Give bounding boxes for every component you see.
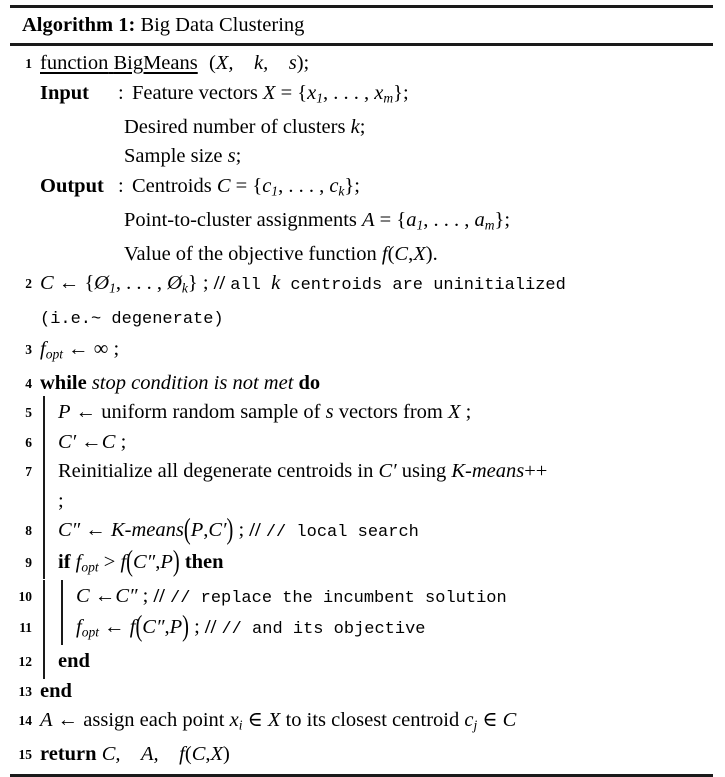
output-row-3 <box>10 240 713 270</box>
algorithm-line-6 <box>10 428 713 458</box>
input-text-3: Sample size s; <box>124 145 242 168</box>
line-content: $f_{opt}$ ← f(C″,P) ; // // and its objective <box>32 613 713 647</box>
indent-guide <box>40 582 58 612</box>
function-signature-name <box>40 52 198 74</box>
inline-comment: // replace the incumbent solution <box>170 588 507 608</box>
indent-guide-nested <box>58 582 76 612</box>
algorithm-line-4 <box>10 369 713 399</box>
line-number: 4 <box>25 375 32 391</box>
then-keyword: then <box>184 550 224 573</box>
line-content: A ← assign each point $x_i$ ∈ X to its closest centroid $c_j$ ∈ C <box>40 709 517 733</box>
output-colon: : <box>118 174 124 197</box>
end-keyword: end <box>58 650 90 673</box>
indent-guide <box>40 613 58 643</box>
algorithm-line-8 <box>10 513 713 548</box>
line-content <box>32 369 713 399</box>
line-number: 14 <box>18 713 32 729</box>
output-text-3: Value of the objective function f(C,X). <box>124 242 438 265</box>
if-keyword: if <box>58 550 71 573</box>
inline-comment: all k centroids are uninitialized <box>230 272 566 296</box>
algorithm-caption <box>10 8 713 43</box>
line-number: 10 <box>18 588 32 604</box>
algorithm-line-2 <box>10 269 713 303</box>
line-content <box>32 49 713 79</box>
inline-comment-continued: (i.e.~ degenerate) <box>40 310 224 330</box>
line-content: Reinitialize all degenerate centroids in C′ using K-means++ <box>32 457 713 487</box>
algorithm-line-14 <box>10 706 713 740</box>
input-row-1 <box>10 79 713 113</box>
line-content: return C, A, f(C,X) <box>40 743 230 766</box>
line-number: 1 <box>25 56 32 71</box>
line-content: C′ ←C ; <box>32 428 713 458</box>
inline-comment: // and its objective <box>221 620 426 640</box>
input-colon: : <box>118 81 124 104</box>
line-number: 2 <box>25 276 32 292</box>
while-keyword: while <box>40 371 87 394</box>
output-label: Output <box>40 174 104 197</box>
line-number: 12 <box>18 654 32 670</box>
algorithm-line-7-continuation <box>10 487 713 517</box>
algorithm-line-2-continuation <box>10 303 713 335</box>
line-content <box>32 487 713 517</box>
algorithm-line-1 <box>10 49 713 79</box>
function-arg-3: s <box>288 52 297 74</box>
statement-terminator: ; <box>58 489 64 512</box>
line-content: C ←C″ ; // // replace the incumbent solution <box>32 582 713 614</box>
paren-open: ( <box>209 52 216 74</box>
line-content: P ← uniform random sample of s vectors from X ; <box>32 398 713 428</box>
line-content <box>32 677 713 707</box>
algorithm-line-9 <box>10 545 713 582</box>
line-number: 6 <box>25 434 32 450</box>
indent-guide-nested <box>58 613 76 643</box>
algorithm-line-11 <box>10 610 713 647</box>
inline-comment: // local search <box>265 523 419 543</box>
indent-guide <box>40 398 58 428</box>
paren-close: ); <box>296 52 310 74</box>
input-row-2 <box>10 113 713 143</box>
output-row-2 <box>10 206 713 240</box>
indent-guide <box>40 428 58 458</box>
algorithm-line-5 <box>10 398 713 428</box>
line-number: 8 <box>25 523 32 539</box>
algorithm-line-7 <box>10 457 713 487</box>
algorithm-block <box>0 5 725 768</box>
indent-guide <box>40 487 58 517</box>
bottom-rule <box>10 774 713 777</box>
indent-guide <box>40 516 58 546</box>
return-keyword: return <box>40 743 97 766</box>
while-condition: stop condition is not met <box>91 371 294 394</box>
line-number: 15 <box>18 747 32 763</box>
function-arg-2: k, <box>253 52 269 74</box>
indent-guide <box>40 457 58 487</box>
algorithm-body <box>10 46 713 770</box>
line-content <box>32 647 713 677</box>
input-text-2: Desired number of clusters k; <box>124 115 366 138</box>
line-content: $f_{opt}$ ← ∞ ; <box>40 337 120 362</box>
line-number: 13 <box>18 683 32 699</box>
caption-label: Algorithm 1: <box>22 14 136 36</box>
algorithm-line-13 <box>10 677 713 707</box>
function-keyword: function <box>40 52 109 74</box>
do-keyword: do <box>298 371 321 394</box>
output-text-1: Centroids $C = \{c_1$, . . . , $c_k$}; <box>132 174 360 199</box>
input-label: Input <box>40 81 90 104</box>
output-row-1 <box>10 172 713 206</box>
indent-guide <box>40 647 58 677</box>
function-arg-1: X, <box>215 52 234 74</box>
function-name: BigMeans <box>113 52 198 74</box>
line-content: C ← {$Ø_1$, . . . , $Ø_k$} ; // all k centroids are uninitialized <box>40 272 566 296</box>
algorithm-line-3 <box>10 335 713 369</box>
line-number: 11 <box>19 620 32 636</box>
line-number: 3 <box>25 341 32 357</box>
output-text-2: Point-to-cluster assignments $A = \{a_1$, . . . , $a_m$}; <box>124 208 511 233</box>
caption-title: Big Data Clustering <box>140 14 305 36</box>
line-number: 5 <box>25 405 32 421</box>
indent-guide <box>40 548 58 578</box>
line-number: 7 <box>25 464 32 480</box>
algorithm-line-12 <box>10 647 713 677</box>
input-text-1: Feature vectors $X = \{x_1$, . . . , $x_m$}; <box>132 81 409 106</box>
end-keyword: end <box>40 679 72 702</box>
line-content: C″ ← K-means(P,C′) ; // // local search <box>32 516 713 548</box>
algorithm-line-15 <box>10 740 713 770</box>
line-number: 9 <box>25 554 32 570</box>
algorithm-line-10 <box>10 582 713 614</box>
line-content: if $f_{opt} > f(C'',P)$ then <box>32 548 713 582</box>
input-row-3 <box>10 142 713 172</box>
